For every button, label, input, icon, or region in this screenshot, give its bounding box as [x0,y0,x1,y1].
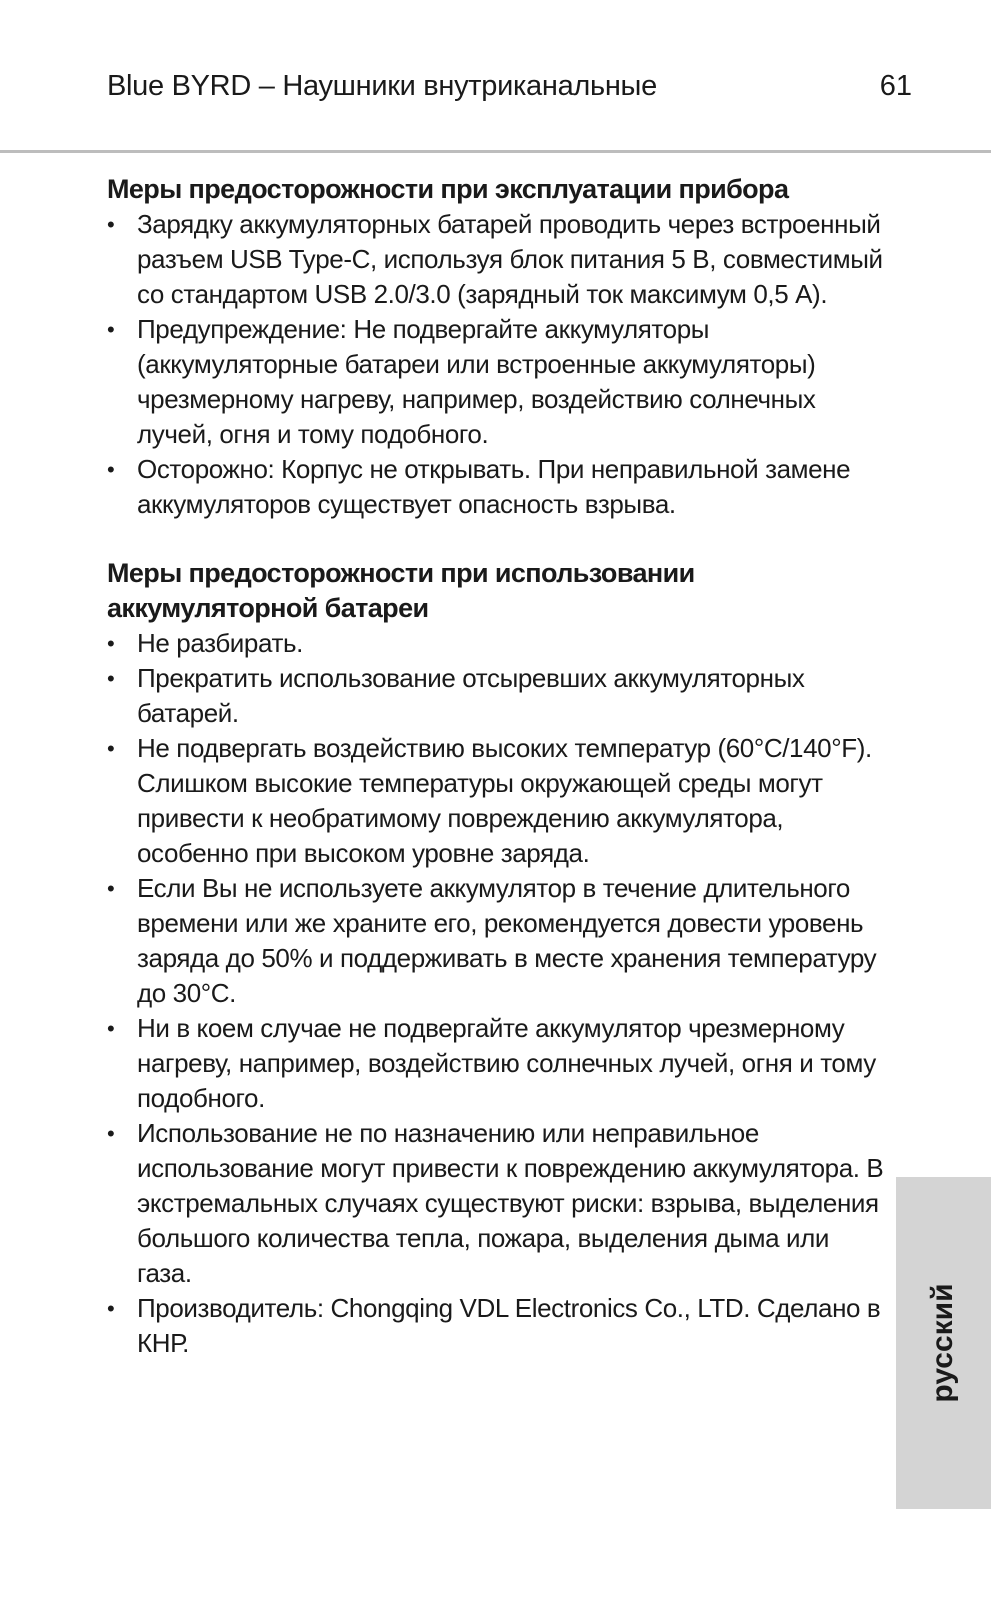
list-item-text: Если Вы не используете аккумулятор в течение длительного времени или же храните его, рекомендуется довести уровень заряда до 50% и поддерживать в месте хранения температуру до 30°C. [137,873,877,1008]
section-title: Меры предосторожности при использовании аккумуляторной батареи [107,558,695,623]
header-title: Blue BYRD – Наушники внутриканальные [107,70,657,102]
list-item [107,731,887,871]
section-device-precautions [107,172,887,522]
bullet-dot: • [107,1016,115,1041]
bullet-dot: • [107,1296,115,1321]
bullet-dot: • [107,876,115,901]
list-item [107,1291,887,1361]
language-label: русский [926,1283,959,1403]
bullet-dot: • [107,212,115,237]
list-item-text: Осторожно: Корпус не открывать. При неправильной замене аккумуляторов существует опасность взрыва. [137,454,851,519]
list-item [107,661,887,731]
list-item-text: Ни в коем случае не подвергайте аккумулятор чрезмерному нагреву, например, воздействию солнечных лучей, огня и тому подобного. [137,1013,876,1113]
list-item-text: Зарядку аккумуляторных батарей проводить через встроенный разъем USB Type-C, используя блок питания 5 В, совместимый со стандартом USB 2.0/3.0 (зарядный ток максимум 0,5 А). [137,209,883,309]
bullet-list [107,207,887,522]
list-item [107,626,887,661]
bullet-list [107,626,887,1361]
list-item-text: Не подвергать воздействию высоких температур (60°C/140°F). Слишком высокие температуры окружающей среды могут привести к необратимому повреждению аккумулятора, особенно при высоком уровне заряда. [137,733,872,868]
bullet-dot: • [107,666,115,691]
list-item [107,871,887,1011]
page-number: 61 [879,70,912,102]
bullet-dot: • [107,1121,115,1146]
section-battery-precautions [107,556,887,1361]
header-divider [0,150,991,153]
bullet-dot: • [107,631,115,656]
list-item-text: Использование не по назначению или неправильное использование могут привести к повреждению аккумулятора. В экстремальных случаях существуют риски: взрыва, выделения большого количества тепла, пожара, выделения дыма или газа. [137,1118,884,1288]
list-item [107,1116,887,1291]
list-item [107,312,887,452]
list-item-text: Прекратить использование отсыревших аккумуляторных батарей. [137,663,805,728]
list-item-text: Предупреждение: Не подвергайте аккумуляторы (аккумуляторные батареи или встроенные аккумуляторы) чрезмерному нагреву, например, воздействию солнечных лучей, огня и тому подобного. [137,314,816,449]
document-content [107,172,887,1361]
page-header [0,0,991,152]
list-item-text: Производитель: Chongqing VDL Electronics Co., LTD. Сделано в КНР. [137,1293,881,1358]
list-item [107,1011,887,1116]
bullet-dot: • [107,736,115,761]
bullet-dot: • [107,457,115,482]
list-item-text: Не разбирать. [137,628,303,658]
list-item [107,207,887,312]
bullet-dot: • [107,317,115,342]
language-side-tab [896,1177,991,1509]
list-item [107,452,887,522]
section-title: Меры предосторожности при эксплуатации прибора [107,174,789,204]
